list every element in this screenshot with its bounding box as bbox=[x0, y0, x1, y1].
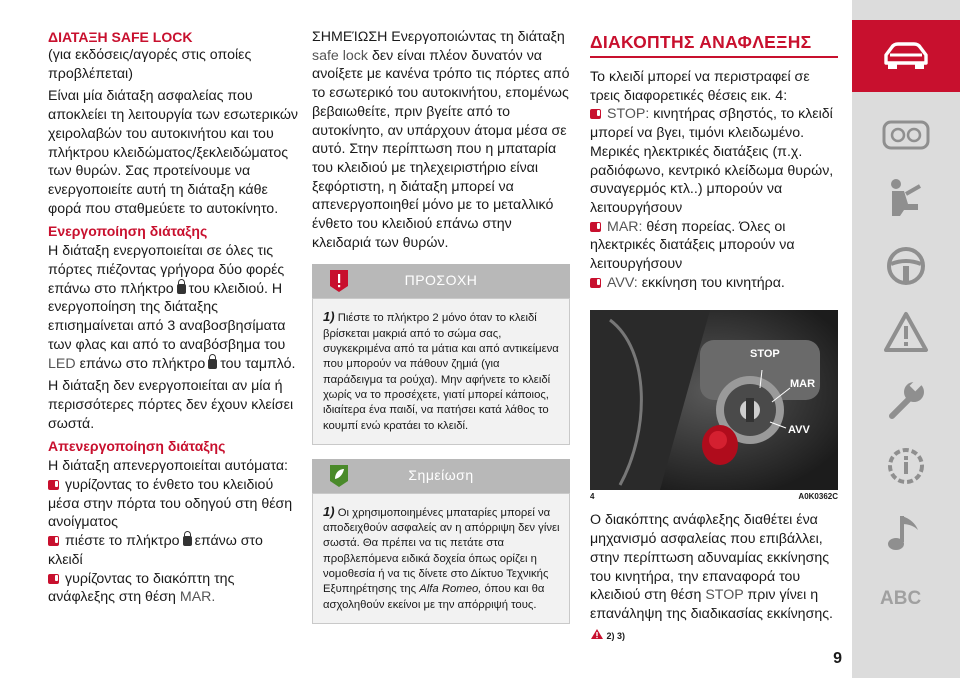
list-item bbox=[590, 218, 838, 274]
activation-text-b: του κλειδιού. Η ενεργοποίηση της διάταξης επισημαίνεται από 3 αναβοσβησίματα των φλας και από το αναβόσβημα του bbox=[48, 280, 286, 353]
safe-lock-intro: Είναι μία διάταξη ασφαλείας που αποκλείει τη λειτουργία των εσωτερικών χειρολαβών του αυτοκινήτου και του πλήκτρου κλειδώματος/ξεκλειδώματος των θυρών. Σας προτείνουμε να ενεργοποιείτε αυτή τη διάταξη κάθε φορά που σταθμεύετε το αυτοκίνητο. bbox=[48, 88, 298, 217]
warning-triangle-icon bbox=[590, 628, 604, 640]
activation-heading: Ενεργοποίηση διάταξης bbox=[48, 223, 208, 240]
ignition-switch-image bbox=[590, 310, 838, 490]
brand-name: Alfa Romeo, bbox=[419, 583, 482, 596]
ignition-intro: Το κλειδί μπορεί να περιστραφεί σε τρεις διαφορετικές θέσεις εικ. 4: bbox=[590, 69, 810, 104]
steering-wheel-icon bbox=[880, 244, 932, 290]
sidebar-item-car-active[interactable] bbox=[852, 20, 960, 92]
note-number: 1) bbox=[323, 503, 335, 519]
lock-icon bbox=[183, 536, 192, 546]
car-icon bbox=[880, 39, 932, 73]
sidebar-item-dashboard[interactable] bbox=[880, 118, 932, 164]
note-text-a: ΣΗΜΕΊΩΣΗ Ενεργοποιώντας τη διάταξη bbox=[312, 29, 565, 45]
mar-text: θέση πορείας. Όλες οι ηλεκτρικές διατάξεις μπορούν να λειτουργήσουν bbox=[590, 218, 795, 273]
chapter-sidebar bbox=[852, 0, 960, 678]
dashboard-icon bbox=[880, 118, 932, 152]
figure-code: A0K0362C bbox=[798, 492, 838, 502]
sidebar-item-maintenance[interactable] bbox=[880, 376, 932, 422]
warning-box-header bbox=[312, 264, 570, 298]
list-item bbox=[590, 105, 838, 217]
bullet-icon bbox=[590, 109, 601, 119]
safe-lock-note bbox=[312, 28, 570, 252]
sidebar-item-index[interactable]: ABC bbox=[880, 588, 922, 609]
activation-text-c: επάνω στο πλήκτρο bbox=[79, 355, 206, 372]
gear-info-icon bbox=[880, 444, 932, 490]
activation-note: Η διάταξη δεν ενεργοποιείται αν μία ή περισσότερες πόρτες δεν έχουν κλείσει σωστά. bbox=[48, 378, 294, 432]
figure-label-stop: STOP bbox=[750, 348, 780, 361]
column-3 bbox=[590, 28, 838, 641]
stop-text: κινητήρας σβηστός, το κλειδί μπορεί να βγει, τιμόνι κλειδωμένο. Μερικές ηλεκτρικές διατάξεις (π.χ. ραδιόφωνο, κεντρικό κλείδωμα θυρών, συναγερμός κτλ..) μπορούν να λειτουργήσουν bbox=[590, 106, 834, 216]
ignition-switch-figure bbox=[590, 310, 838, 490]
figure-number: 4 bbox=[590, 492, 595, 502]
sidebar-item-technical[interactable] bbox=[880, 444, 932, 490]
wrench-icon bbox=[880, 376, 932, 422]
avv-label: AVV: bbox=[607, 274, 638, 291]
seated-person-icon bbox=[880, 176, 932, 222]
ignition-safety-paragraph bbox=[590, 511, 838, 623]
footnote-refs bbox=[590, 628, 838, 641]
bullet-text: γυρίζοντας το ένθετο του κλειδιού μέσα στην πόρτα του οδηγού στη θέση ανοίγματος bbox=[48, 477, 293, 531]
safe-lock-heading: ΔΙΑΤΑΞΗ SAFE LOCK bbox=[48, 29, 193, 45]
list-item bbox=[48, 570, 298, 607]
footnote-text: 2) 3) bbox=[606, 630, 626, 641]
bullet-icon bbox=[48, 536, 59, 546]
safe-lock-subheading: (για εκδόσεις/αγορές στις οποίες προβλέπεται) bbox=[48, 47, 252, 82]
sidebar-item-multimedia[interactable] bbox=[880, 510, 932, 556]
figure-label-mar: MAR bbox=[790, 378, 816, 391]
avv-text: εκκίνηση του κινητήρα. bbox=[641, 274, 785, 291]
deactivation-intro: Η διάταξη απενεργοποιείται αυτόματα: bbox=[48, 458, 289, 475]
note-text-b: δεν είναι πλέον δυνατόν να ανοίξετε με κανένα τρόπο τις πόρτες από το εσωτερικό του αυτοκινήτου, επομένως βεβαιωθείτε, πριν βγείτε από το αυτοκίνητο, αν υπάρχουν άτομα μέσα σε αυτό. Στην περίπτωση που η μπαταρία του κλειδιού με τηλεχειριστήριο είναι ξεφόρτιστη, η διάταξη μπορεί να απενεργοποιηθεί μόνο με το μεταλλικό ένθετο του κλειδιού επάνω στην κλειδαριά των θυρών. bbox=[312, 47, 570, 251]
activation-paragraph bbox=[48, 242, 298, 373]
warning-text: Πιέστε το πλήκτρο 2 μόνο όταν το κλειδί βρίσκεται μακριά από το σώμα σας, συγκεκριμένα από τα μάτια και από αντικείμενα που μπορούν να πάθουν ζημιά (για παράδειγμα τα ρούχα). Μην αφήνετε το κλειδί χωρίς να το προσέχετε, γιατί μπορεί κάποιος, ιδιαίτερα ένα παιδί, να πατήσει κατά λάθος το κουμπί ενώ κρατάει το κλειδί. bbox=[323, 312, 559, 432]
bullet-icon bbox=[590, 222, 601, 232]
stop-label: STOP: bbox=[607, 106, 650, 123]
deactivation-heading: Απενεργοποίηση διάταξης bbox=[48, 438, 226, 455]
stop-term: STOP bbox=[705, 587, 744, 604]
list-item bbox=[48, 532, 298, 569]
safe-lock-term: safe lock bbox=[312, 47, 368, 64]
bullet-icon bbox=[48, 480, 59, 490]
note-title: Σημείωση bbox=[408, 466, 474, 483]
activation-text-d: του ταμπλό. bbox=[220, 355, 296, 372]
music-note-icon bbox=[880, 510, 932, 556]
page-number: 9 bbox=[833, 650, 842, 667]
list-item bbox=[48, 476, 298, 532]
warning-triangle-icon bbox=[880, 310, 932, 356]
bullet-text: πιέστε το πλήκτρο bbox=[65, 533, 180, 550]
column-1 bbox=[48, 28, 298, 611]
bullet-text: επάνω στο κλειδί bbox=[48, 533, 263, 568]
activation-text-a: Η διάταξη ενεργοποιείται σε όλες τις πόρτες πιέζοντας γρήγορα δύο φορές επάνω στο πλήκτρο bbox=[48, 243, 285, 297]
lock-icon bbox=[208, 359, 217, 369]
note-text: Οι χρησιμοποιημένες μπαταρίες μπορεί να αποδειχθούν ασφαλείς αν η απόρριψη δεν γίνει σωστά. Θα πρέπει να τις πετάτε στα προβλεπόμενα ειδικά δοχεία όπως ορίζει η νομοθεσία ή να τις δίνετε στο Δίκτυο Τεχνικής Εξυπηρέτησης της bbox=[323, 506, 560, 596]
bullet-icon bbox=[48, 574, 59, 584]
mar-label: MAR: bbox=[607, 218, 643, 235]
column-2 bbox=[312, 28, 570, 624]
note-text-2: όπου και θα ασχοληθούν εκείνοι με την απόρριψή τους. bbox=[323, 583, 545, 611]
ignition-switch-title: ΔΙΑΚΟΠΤΗΣ ΑΝΑΦΛΕΞΗΣ bbox=[590, 32, 838, 58]
lock-icon bbox=[177, 284, 186, 294]
note-box-header bbox=[312, 459, 570, 493]
figure-label-avv: AVV bbox=[788, 424, 810, 437]
safety-text-b: πριν γίνει η επανάληψη της διαδικασίας εκκίνησης. bbox=[590, 587, 834, 622]
sidebar-item-safety[interactable] bbox=[880, 176, 932, 222]
led-label: LED bbox=[48, 355, 76, 372]
note-box-body bbox=[312, 493, 570, 624]
safety-text-a: Ο διακόπτης ανάφλεξης διαθέτει ένα μηχανισμό ασφαλείας που επιβάλλει, στην περίπτωση αδυναμίας εκκίνησης του κινητήρα, την επαναφορά του κλειδιού στη θέση bbox=[590, 512, 830, 604]
sidebar-item-driving[interactable] bbox=[880, 244, 932, 290]
warning-title: ΠΡΟΣΟΧΗ bbox=[404, 272, 478, 289]
sidebar-item-warning[interactable] bbox=[880, 310, 932, 356]
bullet-text: γυρίζοντας το διακόπτη της ανάφλεξης στη θέση bbox=[48, 570, 235, 606]
warning-box-body bbox=[312, 298, 570, 444]
figure-caption bbox=[590, 492, 838, 501]
warning-number: 1) bbox=[323, 309, 335, 325]
bullet-icon bbox=[590, 278, 601, 288]
mar-label: MAR. bbox=[179, 589, 216, 606]
list-item bbox=[590, 274, 838, 293]
